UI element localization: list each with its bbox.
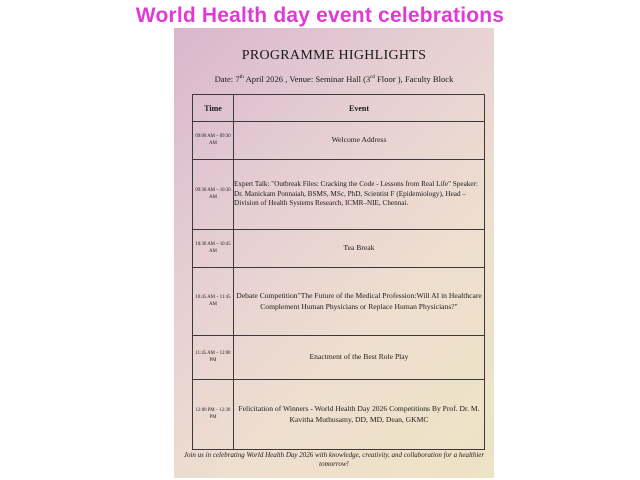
date-mid: April 2026 , Venue: Seminar Hall (3 — [243, 74, 371, 84]
table-row — [193, 160, 485, 230]
date-venue-line — [174, 74, 494, 84]
poster-title: PROGRAMME HIGHLIGHTS — [241, 48, 427, 63]
programme-poster — [174, 28, 494, 478]
table-row — [193, 230, 485, 268]
row-event: Welcome Address — [234, 122, 485, 160]
row-time: 10:30 AM – 10:45 AM — [193, 230, 234, 268]
date-suffix: th — [239, 74, 244, 81]
row-event: Enactment of the Best Role Play — [234, 336, 485, 380]
table-row — [193, 268, 485, 336]
schedule-table — [192, 94, 485, 450]
row-event: Tea Break — [234, 230, 485, 268]
row-event: Debate Competition"The Future of the Medical Profession:Will AI in Healthcare Complement Human Physicians or Replace Human Physicians?" — [234, 268, 485, 336]
row-event: Felicitation of Winners - World Health Day 2026 Competitions By Prof. Dr. M. Kavitha Muthusamy, DD, MD, Dean, GKMC — [234, 380, 485, 450]
row-time: 10:45 AM – 11:45 AM — [193, 268, 234, 336]
time-header: Time — [193, 95, 234, 122]
row-time: 11:45 AM – 12:00 PM — [193, 336, 234, 380]
table-row — [193, 336, 485, 380]
event-header: Event — [234, 95, 485, 122]
table-row — [193, 122, 485, 160]
floor-suffix: rd — [370, 74, 375, 81]
table-header-row — [193, 95, 485, 122]
row-time: 12:00 PM – 12:30 PM — [193, 380, 234, 450]
row-time: 09:30 AM – 10:30 AM — [193, 160, 234, 230]
table-row — [193, 380, 485, 450]
poster-footer: Join us in celebrating World Health Day 2026 with knowledge, creativity, and collaboration for a healthier tomorrow! — [183, 451, 485, 469]
row-time: 09:00 AM – 09:30 AM — [193, 122, 234, 160]
page-headline: World Health day event celebrations — [135, 4, 505, 27]
row-event: Expert Talk: "Outbreak Files: Cracking the Code - Lessons from Real Life" Speaker: Dr. Manickam Ponnaiah, BSMS, MSc, PhD, Scientist F (Epidemiology), Head – Division of Health Systems Research, ICMR–NIE, Chennai. — [234, 160, 485, 230]
date-end: Floor ), Faculty Block — [374, 74, 454, 84]
date-prefix: Date: 7 — [214, 74, 240, 84]
